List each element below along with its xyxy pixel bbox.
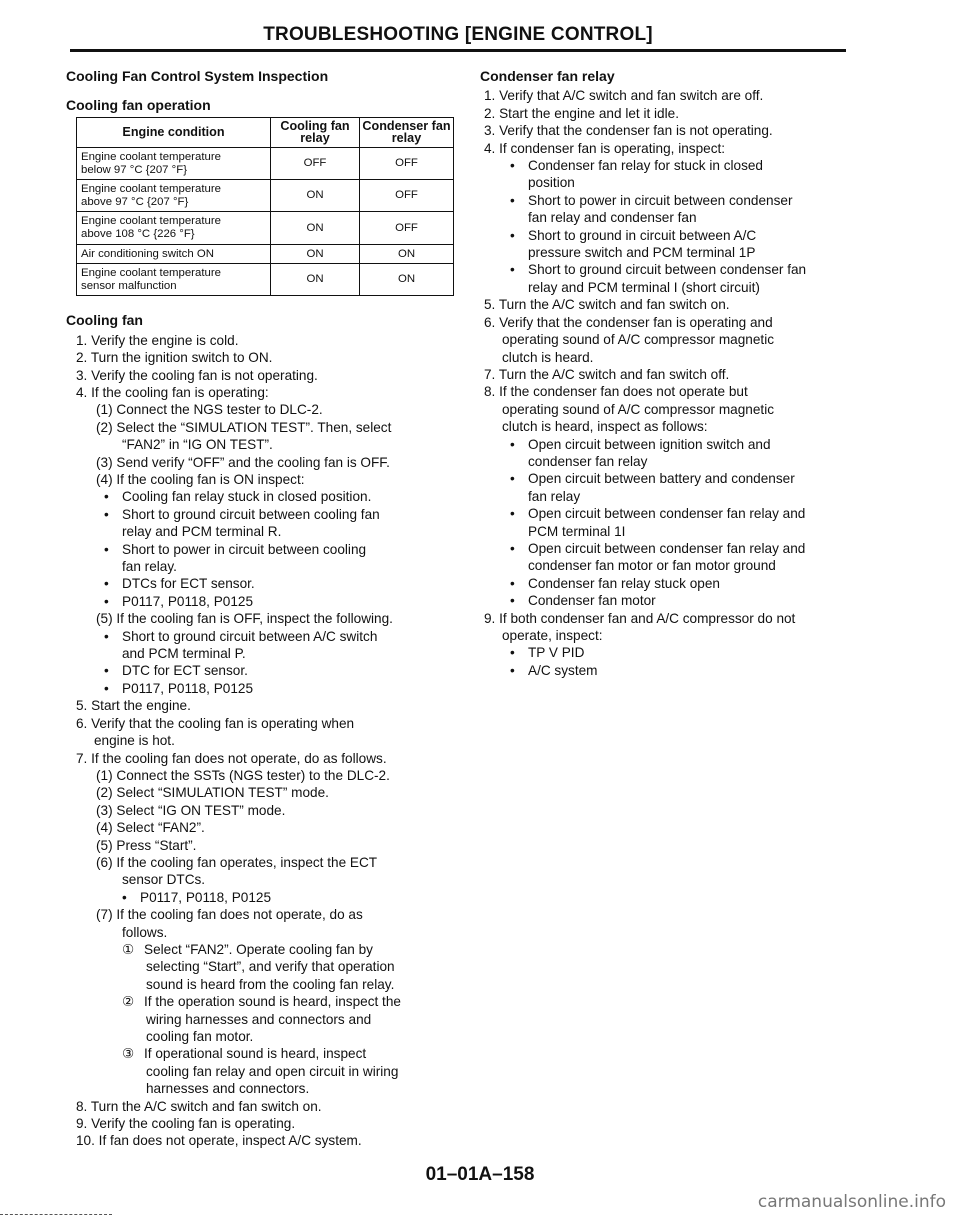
text-line: [480, 383, 875, 400]
text-line: [480, 192, 875, 209]
text-line: [66, 1132, 460, 1149]
text-line: [66, 854, 460, 871]
bullet-icon: •: [104, 663, 109, 679]
line-text: fan relay.: [122, 559, 177, 575]
line-text: (5) If the cooling fan is OFF, inspect the following.: [96, 611, 393, 627]
cooling-fan-section: [66, 312, 460, 1150]
bullet-icon: •: [104, 680, 109, 696]
bullet-icon: •: [510, 158, 515, 174]
line-text: and PCM terminal P.: [122, 646, 246, 662]
bullet-icon: •: [510, 192, 515, 208]
text-line: [480, 157, 875, 174]
engine-condition-text: above 97 °C {207 °F}: [81, 195, 189, 208]
line-text: P0117, P0118, P0125: [122, 680, 254, 696]
column-header-condenser-fan-relay: Condenser fan relay: [360, 117, 454, 147]
text-line: [66, 436, 460, 453]
text-line: [480, 418, 875, 435]
line-text: Open circuit between battery and condenser: [528, 471, 795, 487]
circled-number: ①: [122, 941, 135, 957]
cooling-fan-relay-state: ON: [271, 264, 360, 296]
text-line: [66, 332, 460, 349]
text-line: [66, 976, 460, 993]
text-line: [480, 279, 875, 296]
text-line: [66, 906, 460, 923]
text-line: [66, 662, 460, 679]
text-line: [66, 419, 460, 436]
line-text: (1) Connect the SSTs (NGS tester) to the DLC-2.: [96, 767, 390, 783]
column-header-engine-condition: Engine condition: [77, 117, 271, 147]
line-text: harnesses and connectors.: [146, 1081, 310, 1097]
engine-condition-text: Engine coolant temperature: [81, 183, 221, 196]
text-line: [66, 575, 460, 592]
text-line: [66, 523, 460, 540]
line-text: TP V PID: [528, 645, 585, 661]
text-line: [66, 1045, 460, 1062]
engine-condition-text: Engine coolant temperature: [81, 267, 221, 280]
line-text: “FAN2” in “IG ON TEST”.: [122, 437, 273, 453]
text-line: [480, 296, 875, 313]
bullet-icon: •: [104, 541, 109, 557]
text-line: [480, 575, 875, 592]
text-line: [480, 557, 875, 574]
condenser-fan-relay-state: ON: [360, 244, 454, 264]
table-row: [77, 212, 454, 244]
line-text: A/C system: [528, 662, 598, 678]
page-title: TROUBLESHOOTING [ENGINE CONTROL]: [263, 24, 653, 45]
line-text: (3) Send verify “OFF” and the cooling fan is OFF.: [96, 454, 390, 470]
table-row: [77, 180, 454, 212]
cooling-fan-operation-table: [76, 117, 454, 297]
text-line: [480, 314, 875, 331]
table-header-row: [77, 117, 454, 147]
text-line: [66, 750, 460, 767]
table-title: Cooling fan operation: [66, 97, 211, 114]
engine-condition-cell: [77, 180, 271, 212]
column-header-cooling-fan-relay: Cooling fan relay: [271, 117, 360, 147]
line-text: engine is hot.: [94, 733, 175, 749]
table-row: [77, 244, 454, 264]
engine-condition-text: Engine coolant temperature: [81, 151, 221, 163]
text-line: [480, 523, 875, 540]
bullet-icon: •: [510, 662, 515, 678]
line-text: Open circuit between condenser fan relay and: [528, 540, 806, 556]
text-line: [480, 627, 875, 644]
line-text: 2. Turn the ignition switch to ON.: [76, 350, 273, 366]
condenser-fan-steps: [480, 87, 875, 679]
text-line: [480, 366, 875, 383]
bullet-icon: •: [104, 593, 109, 609]
cooling-fan-relay-state: ON: [271, 244, 360, 264]
text-line: [480, 453, 875, 470]
condenser-fan-relay-title: Condenser fan relay: [480, 68, 615, 84]
text-line: [66, 993, 460, 1010]
text-line: [66, 697, 460, 714]
line-text: sound is heard from the cooling fan relay.: [146, 976, 395, 992]
line-text: If the operation sound is heard, inspect the: [144, 994, 401, 1010]
engine-condition-text: above 108 °C {226 °F}: [81, 227, 195, 240]
bullet-icon: •: [510, 506, 515, 522]
line-text: (7) If the cooling fan does not operate, do as: [96, 907, 363, 923]
left-column: [66, 68, 460, 1150]
text-line: [66, 871, 460, 888]
condenser-fan-relay-state: OFF: [360, 212, 454, 244]
text-line: [66, 401, 460, 418]
text-line: [480, 261, 875, 278]
condenser-fan-relay-state: ON: [360, 264, 454, 296]
line-text: Open circuit between condenser fan relay and: [528, 506, 806, 522]
page-header: [70, 24, 846, 52]
line-text: 1. Verify that A/C switch and fan switch are off.: [484, 88, 764, 104]
line-text: relay and PCM terminal R.: [122, 524, 282, 540]
condenser-fan-relay-state: OFF: [360, 180, 454, 212]
text-line: [480, 436, 875, 453]
text-line: [66, 593, 460, 610]
line-text: cooling fan motor.: [146, 1029, 254, 1044]
engine-condition-text: below 97 °C {207 °F}: [81, 163, 187, 176]
text-line: [66, 1028, 460, 1045]
line-text: Short to power in circuit between condenser: [528, 192, 793, 208]
line-text: selecting “Start”, and verify that operation: [146, 959, 395, 975]
cooling-fan-steps: [66, 332, 460, 1150]
bullet-icon: •: [104, 576, 109, 592]
line-text: 7. Turn the A/C switch and fan switch off.: [484, 366, 730, 382]
condenser-fan-relay-state: OFF: [360, 148, 454, 180]
text-line: [66, 471, 460, 488]
text-line: [480, 209, 875, 226]
line-text: (6) If the cooling fan operates, inspect the ECT: [96, 854, 378, 870]
line-text: pressure switch and PCM terminal 1P: [528, 245, 756, 261]
line-text: (4) Select “FAN2”.: [96, 820, 205, 836]
text-line: [66, 1011, 460, 1028]
circled-number: ②: [122, 994, 135, 1010]
line-text: fan relay and condenser fan: [528, 210, 697, 226]
text-line: [480, 505, 875, 522]
text-line: [66, 837, 460, 854]
text-line: [66, 488, 460, 505]
header-rule: [70, 49, 846, 52]
text-line: [66, 924, 460, 941]
line-text: 4. If the cooling fan is operating:: [76, 384, 269, 400]
bullet-icon: •: [510, 471, 515, 487]
text-line: [66, 767, 460, 784]
line-text: 1. Verify the engine is cold.: [76, 332, 239, 348]
text-line: [480, 470, 875, 487]
line-text: Short to ground circuit between cooling fan: [122, 506, 380, 522]
text-line: [66, 802, 460, 819]
bullet-icon: •: [104, 628, 109, 644]
line-text: 5. Turn the A/C switch and fan switch on.: [484, 297, 730, 313]
text-line: [66, 1080, 460, 1097]
text-line: [480, 174, 875, 191]
line-text: Short to power in circuit between cooling: [122, 541, 367, 557]
text-line: [66, 1115, 460, 1132]
text-line: [480, 540, 875, 557]
line-text: cooling fan relay and open circuit in wiring: [146, 1063, 399, 1079]
line-text: 4. If condenser fan is operating, inspect:: [484, 140, 726, 156]
text-line: [66, 349, 460, 366]
section-title: Cooling Fan Control System Inspection: [66, 68, 329, 84]
text-line: [66, 610, 460, 627]
text-line: [480, 227, 875, 244]
engine-condition-cell: [77, 212, 271, 244]
line-text: operate, inspect:: [502, 628, 603, 643]
line-text: DTCs for ECT sensor.: [122, 576, 255, 592]
line-text: 7. If the cooling fan does not operate, do as follows.: [76, 750, 387, 766]
line-text: follows.: [122, 924, 168, 940]
line-text: 6. Verify that the condenser fan is operating and: [484, 314, 773, 330]
text-line: [480, 592, 875, 609]
text-line: [480, 610, 875, 627]
text-line: [66, 958, 460, 975]
line-text: clutch is heard.: [502, 349, 594, 365]
table-row: [77, 264, 454, 296]
bullet-icon: •: [510, 540, 515, 556]
table-body: [77, 148, 454, 296]
line-text: (2) Select the “SIMULATION TEST”. Then, select: [96, 419, 392, 435]
cooling-fan-relay-state: OFF: [271, 148, 360, 180]
line-text: Short to ground in circuit between A/C: [528, 227, 757, 243]
text-line: [66, 1098, 460, 1115]
bullet-icon: •: [510, 645, 515, 661]
line-text: operating sound of A/C compressor magnetic: [502, 401, 775, 417]
line-text: Open circuit between ignition switch and: [528, 436, 771, 452]
line-text: fan relay: [528, 488, 581, 504]
bullet-icon: •: [104, 489, 109, 505]
text-line: [480, 140, 875, 157]
text-line: [66, 558, 460, 575]
engine-condition-text: Air conditioning switch ON: [81, 247, 214, 260]
line-text: 8. If the condenser fan does not operate but: [484, 384, 748, 400]
right-column: [480, 68, 875, 679]
cooling-fan-relay-state: ON: [271, 212, 360, 244]
engine-condition-cell: [77, 244, 271, 264]
line-text: 2. Start the engine and let it idle.: [484, 105, 679, 121]
text-line: [66, 454, 460, 471]
text-line: [66, 367, 460, 384]
line-text: PCM terminal 1I: [528, 523, 626, 539]
scan-artifact-line: [0, 1214, 112, 1216]
line-text: 3. Verify that the condenser fan is not operating.: [484, 123, 773, 139]
bullet-icon: •: [510, 227, 515, 243]
engine-condition-text: sensor malfunction: [81, 279, 177, 292]
line-text: (5) Press “Start”.: [96, 837, 197, 853]
line-text: 8. Turn the A/C switch and fan switch on.: [76, 1098, 322, 1114]
text-line: [480, 87, 875, 104]
line-text: Condenser fan motor: [528, 593, 656, 609]
line-text: (1) Connect the NGS tester to DLC-2.: [96, 402, 323, 418]
text-line: [66, 628, 460, 645]
line-text: Select “FAN2”. Operate cooling fan by: [144, 941, 373, 957]
engine-condition-text: Engine coolant temperature: [81, 215, 221, 228]
text-line: [480, 244, 875, 261]
line-text: Condenser fan relay for stuck in closed: [528, 158, 763, 174]
text-line: [66, 680, 460, 697]
text-line: [480, 105, 875, 122]
line-text: 9. Verify the cooling fan is operating.: [76, 1116, 296, 1132]
bullet-icon: •: [510, 593, 515, 609]
line-text: operating sound of A/C compressor magnetic: [502, 332, 775, 348]
circled-number: ③: [122, 1046, 135, 1062]
bullet-icon: •: [510, 436, 515, 452]
text-line: [480, 488, 875, 505]
line-text: 10. If fan does not operate, inspect A/C system.: [76, 1133, 362, 1149]
text-line: [480, 644, 875, 661]
watermark: carmanualsonline.info: [757, 1192, 946, 1212]
text-line: [66, 941, 460, 958]
line-text: P0117, P0118, P0125: [140, 889, 272, 905]
line-text: Short to ground circuit between condenser fan: [528, 262, 807, 278]
bullet-icon: •: [104, 506, 109, 522]
line-text: (2) Select “SIMULATION TEST” mode.: [96, 785, 329, 801]
text-line: [66, 384, 460, 401]
cooling-fan-title: Cooling fan: [66, 312, 143, 329]
text-line: [480, 122, 875, 139]
bullet-icon: •: [122, 889, 127, 905]
line-text: 6. Verify that the cooling fan is operating when: [76, 715, 355, 731]
text-line: [66, 889, 460, 906]
line-text: 9. If both condenser fan and A/C compressor do not: [484, 610, 796, 626]
text-line: [66, 1063, 460, 1080]
line-text: Condenser fan relay stuck open: [528, 575, 720, 591]
text-line: [66, 732, 460, 749]
table-row: [77, 148, 454, 180]
text-line: [66, 506, 460, 523]
text-line: [66, 784, 460, 801]
text-line: [66, 715, 460, 732]
line-text: If operational sound is heard, inspect: [144, 1046, 367, 1062]
line-text: Short to ground circuit between A/C switch: [122, 628, 378, 644]
text-line: [480, 349, 875, 366]
line-text: Cooling fan relay stuck in closed position.: [122, 489, 372, 505]
text-line: [66, 645, 460, 662]
line-text: clutch is heard, inspect as follows:: [502, 419, 708, 435]
line-text: DTC for ECT sensor.: [122, 663, 248, 679]
cooling-fan-relay-state: ON: [271, 180, 360, 212]
line-text: (4) If the cooling fan is ON inspect:: [96, 472, 305, 487]
page-number: 01–01A–158: [425, 1164, 535, 1185]
engine-condition-cell: [77, 148, 271, 180]
bullet-icon: •: [510, 575, 515, 591]
text-line: [66, 541, 460, 558]
line-text: sensor DTCs.: [122, 872, 206, 888]
line-text: wiring harnesses and connectors and: [146, 1011, 372, 1027]
text-line: [480, 331, 875, 348]
line-text: condenser fan relay: [528, 453, 648, 469]
text-line: [66, 819, 460, 836]
text-line: [480, 401, 875, 418]
engine-condition-cell: [77, 264, 271, 296]
line-text: relay and PCM terminal I (short circuit): [528, 279, 760, 295]
line-text: condenser fan motor or fan motor ground: [528, 558, 776, 574]
bullet-icon: •: [510, 262, 515, 278]
line-text: 3. Verify the cooling fan is not operating.: [76, 367, 318, 383]
line-text: 5. Start the engine.: [76, 698, 191, 714]
line-text: position: [528, 175, 575, 191]
line-text: (3) Select “IG ON TEST” mode.: [96, 802, 286, 818]
text-line: [480, 662, 875, 679]
line-text: P0117, P0118, P0125: [122, 593, 254, 609]
